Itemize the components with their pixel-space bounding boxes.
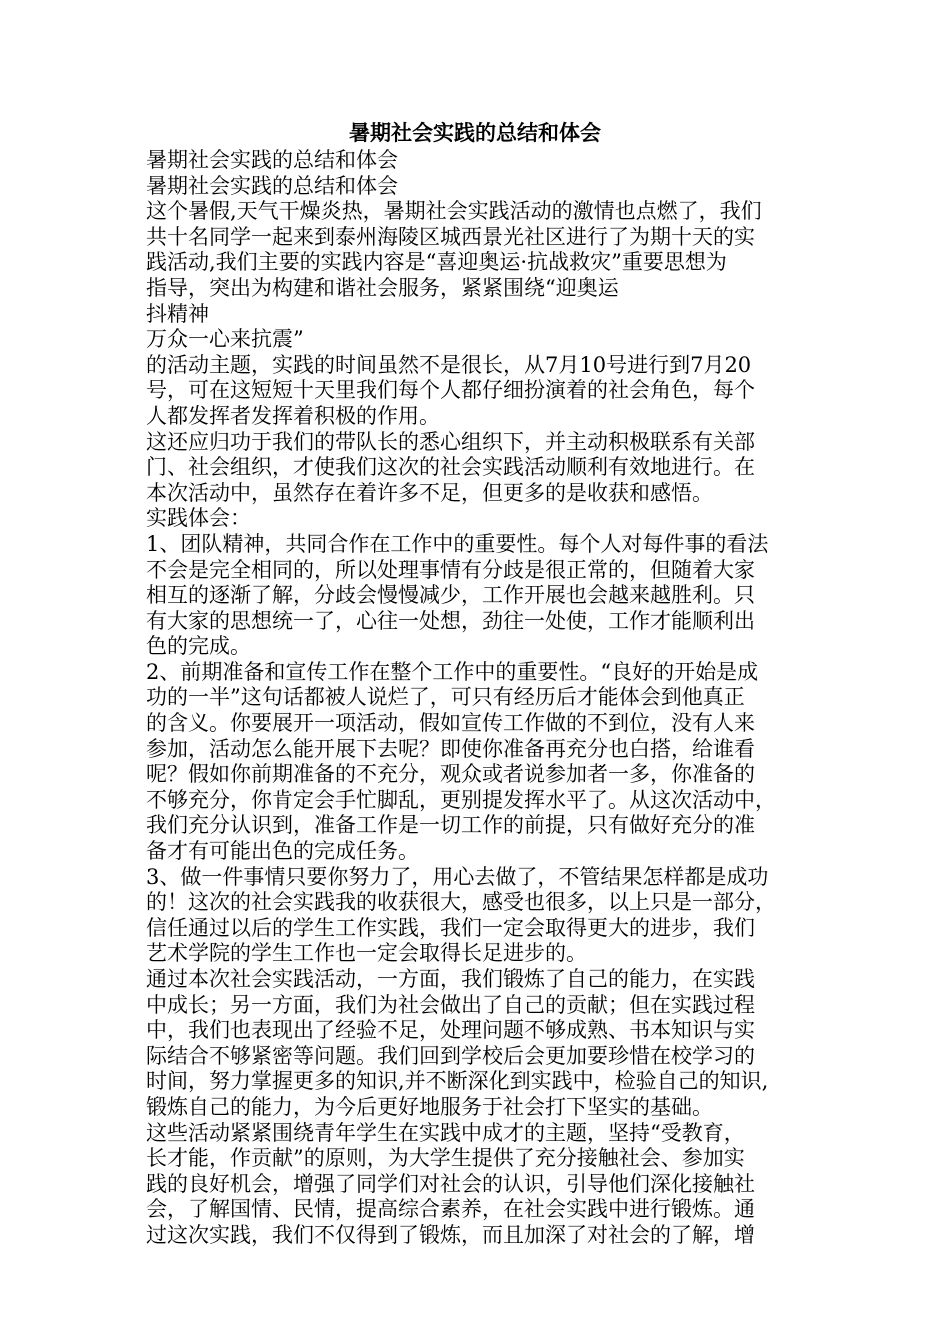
text-line: 万众一心来抗震” — [146, 327, 304, 352]
text-line: 暑期社会实践的总结和体会 — [146, 173, 398, 198]
text-line: 色的完成。 — [146, 634, 251, 659]
text-line: 的含义。你要展开一项活动，假如宣传工作做的不到位，没有人来 — [146, 711, 755, 736]
text-line: 1、团队精神，共同合作在工作中的重要性。每个人对每件事的看法 — [146, 531, 769, 556]
text-line: 实践体会： — [146, 506, 251, 531]
text-line: 号，可在这短短十天里我们每个人都仔细扮演着的社会角色，每个 — [146, 378, 755, 403]
text-line: 不够充分，你肯定会手忙脚乱，更别提发挥水平了。从这次活动中， — [146, 787, 776, 812]
text-line: 践的良好机会，增强了同学们对社会的认识，引导他们深化接触社 — [146, 1171, 755, 1196]
text-line: 中，我们也表现出了经验不足，处理问题不够成熟、书本知识与实 — [146, 1018, 755, 1043]
text-line: 暑期社会实践的总结和体会 — [146, 148, 398, 172]
text-line: 有大家的思想统一了，心往一处想，劲往一处使，工作才能顺利出 — [146, 608, 755, 633]
text-line: 过这次实践，我们不仅得到了锻炼，而且加深了对社会的了解，增 — [146, 1222, 755, 1247]
text-line: 本次活动中，虽然存在着许多不足，但更多的是收获和感悟。 — [146, 480, 713, 505]
text-line: 这个暑假,天气干燥炎热，暑期社会实践活动的激情也点燃了，我们 — [146, 199, 762, 224]
text-line: 功的一半”这句话都被人说烂了，可只有经历后才能体会到他真正 — [146, 685, 745, 710]
page-title: 暑期社会实践的总结和体会 — [349, 120, 601, 145]
text-line: 时间，努力掌握更多的知识,并不断深化到实践中，检验自己的知识, — [146, 1069, 769, 1094]
text-line: 锻炼自己的能力，为今后更好地服务于社会打下坚实的基础。 — [146, 1094, 713, 1119]
text-line: 呢？假如你前期准备的不充分，观众或者说参加者一多，你准备的 — [146, 762, 755, 787]
text-line: 长才能，作贡献”的原则，为大学生提供了充分接触社会、参加实 — [146, 1146, 745, 1171]
text-line: 这些活动紧紧围绕青年学生在实践中成才的主题，坚持“受教育， — [146, 1120, 745, 1145]
text-line: 的活动主题，实践的时间虽然不是很长，从7月10号进行到7月20 — [146, 352, 752, 377]
text-line: 3、做一件事情只要你努力了，用心去做了，不管结果怎样都是成功 — [146, 864, 769, 889]
text-line: 践活动,我们主要的实践内容是“喜迎奥运·抗战救灾”重要思想为 — [146, 250, 727, 275]
text-line: 会，了解国情、民情，提高综合素养，在社会实践中进行锻炼。通 — [146, 1197, 755, 1222]
text-line: 中成长；另一方面，我们为社会做出了自己的贡献；但在实践过程 — [146, 992, 755, 1017]
text-line: 我们充分认识到，准备工作是一切工作的前提，只有做好充分的准 — [146, 813, 755, 838]
text-line: 参加，活动怎么能开展下去呢？即使你准备再充分也白搭，给谁看 — [146, 736, 755, 761]
text-line: 相互的逐渐了解，分歧会慢慢减少，工作开展也会越来越胜利。只 — [146, 583, 755, 608]
text-line: 艺术学院的学生工作也一定会取得长足进步的。 — [146, 941, 587, 966]
text-line: 共十名同学一起来到泰州海陵区城西景光社区进行了为期十天的实 — [146, 224, 755, 249]
text-line: 的！这次的社会实践我的收获很大，感受也很多，以上只是一部分， — [146, 890, 776, 915]
text-line: 门、社会组织，才使我们这次的社会实践活动顺利有效地进行。在 — [146, 455, 755, 480]
text-line: 人都发挥者发挥着积极的作用。 — [146, 403, 440, 428]
text-line: 不会是完全相同的，所以处理事情有分歧是很正常的，但随着大家 — [146, 557, 755, 582]
text-line: 指导，突出为构建和谐社会服务，紧紧围绕“迎奥运 — [146, 275, 619, 300]
text-line: 2、前期准备和宣传工作在整个工作中的重要性。“良好的开始是成 — [146, 659, 759, 684]
text-line: 抖精神 — [146, 301, 209, 326]
text-line: 信任通过以后的学生工作实践，我们一定会取得更大的进步，我们 — [146, 915, 755, 940]
text-line: 通过本次社会实践活动，一方面，我们锻炼了自己的能力，在实践 — [146, 967, 755, 991]
text-line: 际结合不够紧密等问题。我们回到学校后会更加要珍惜在校学习的 — [146, 1043, 755, 1068]
text-line: 备才有可能出色的完成任务。 — [146, 839, 419, 864]
document-body — [146, 148, 816, 1249]
text-line: 这还应归功于我们的带队长的悉心组织下，并主动积极联系有关部 — [146, 429, 755, 454]
